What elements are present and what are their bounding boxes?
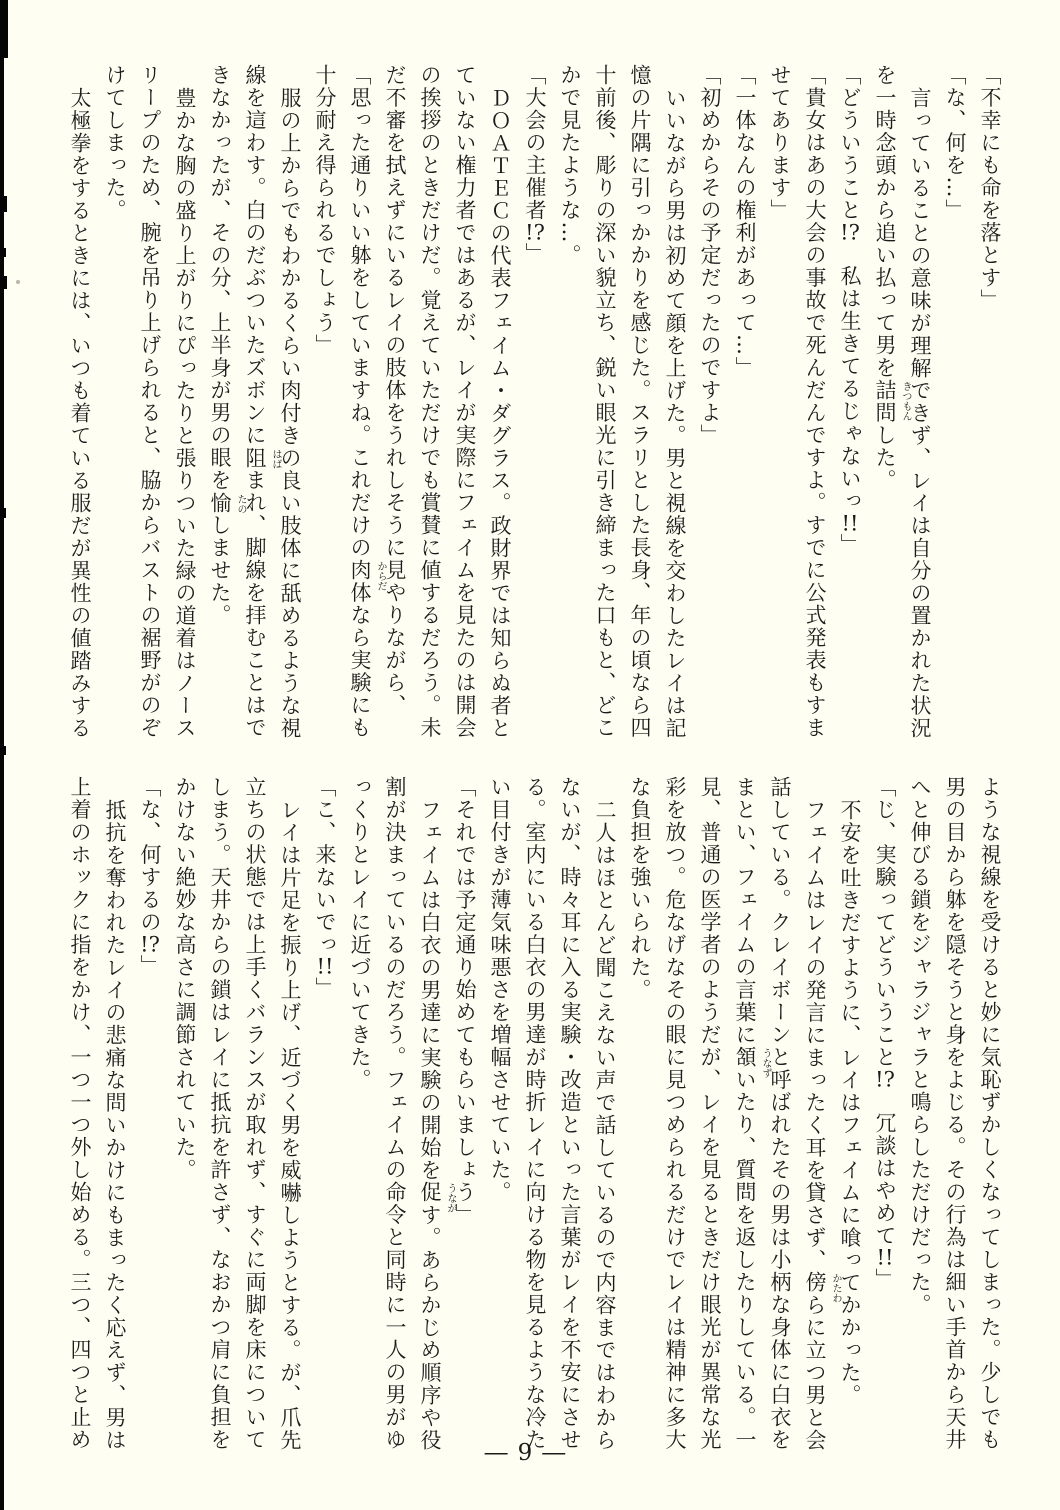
tatechuyoko-punctuation: !? (875, 1068, 895, 1090)
text-line: 「こ、来ないでっ!!」 (313, 776, 337, 1000)
text-line: 「な、何を…」 (943, 64, 967, 222)
text-line: せてあります」 (768, 64, 792, 222)
ruby-annotated-text: 傍 かたわ (803, 1271, 841, 1303)
tatechuyoko-punctuation: !? (840, 221, 860, 243)
text-line: な負担を強いられた。 (628, 776, 652, 1001)
furigana: かたわ (830, 1273, 841, 1303)
text-line: 不安を吐きだすように、レイはフェイムに喰ってかかった。 (838, 798, 862, 1406)
text-line: 彩を放つ。危なげなその眼に見つめられるだけでレイは精神に多大 (663, 776, 687, 1451)
text-line: 「初めからその予定だったのですよ」 (698, 64, 722, 447)
text-line: へと伸びる鎖をジャラジャラと鳴らしただけだった。 (908, 776, 932, 1316)
text-line: 二人はほとんど聞こえない声で話しているので内容まではわから (593, 798, 617, 1451)
text-line: いいながら男は初めて顔を上げた。男と視線を交わしたレイは記 (663, 86, 687, 739)
text-line: かけない絶妙な高さに調節されていた。 (173, 776, 197, 1181)
text-line: けてしまった。 (103, 64, 127, 222)
scan-speck (16, 280, 20, 284)
text-line: ＤＯＡＴＥＣの代表フェイム・ダグラス。政財界では知らぬ者と (488, 86, 512, 739)
tatechuyoko-punctuation: !! (316, 956, 334, 977)
furigana: うなが (445, 1183, 456, 1213)
ruby-annotated-text: 促 うなが (418, 1181, 456, 1213)
text-line: レイは片足を振り上げ、近づく男を威嚇しようとする。が、爪先 (278, 798, 302, 1451)
text-line: 「不幸にも命を落とす」 (978, 64, 1002, 312)
text-line: る。室内にいる白衣の男達が時折レイに向ける物を見るような冷た (523, 776, 547, 1451)
text-line: 「一体なんの権利があって…」 (733, 64, 757, 379)
ruby-annotated-text: 詰問 きつもん (873, 379, 911, 424)
furigana: たの (235, 493, 246, 514)
text-line: 憶の片隅に引っかかりを感じた。スラリとした長身、年の頃なら四 (628, 64, 652, 739)
text-line: 話している。クレイボーンと呼ばれたその男は小柄な身体に白衣を (768, 776, 792, 1451)
text-line: 十分耐え得られるでしょう」 (313, 64, 337, 357)
text-line: ないが、時々耳に入る実験・改造といった言葉がレイを不安にさせ (558, 776, 582, 1451)
text-line: 立ちの状態では上手くバランスが取れず、すぐに両脚を床について (243, 776, 267, 1451)
text-line: ていない権力者ではあるが、レイが実際にフェイムを見たのは開会 (453, 64, 477, 739)
text-block-top (62, 64, 1007, 746)
ruby-annotated-text: 阻 はば (243, 446, 281, 469)
scan-edge-bump (0, 746, 6, 755)
scan-edge-bump (0, 508, 6, 518)
text-line: い目付きが薄気味悪さを増幅させていた。 (488, 776, 512, 1204)
text-line: 「貴女はあの大会の事故で死んだんですよ。すでに公式発表もすま (803, 64, 827, 739)
text-line: っくりとレイに近づいてきた。 (348, 776, 372, 1091)
text-line: 線を這わす。白のだぶついたズボンに阻 はば まれ、脚線を拝むことはで (243, 64, 281, 739)
text-line: 割が決まっているのだろう。フェイムの命令と同時に一人の男がゆ (383, 776, 407, 1451)
scan-edge-bump (0, 0, 8, 58)
text-line: 「思った通りいい躰をしていますね。これだけの肉体 からだ なら実験にも (348, 64, 386, 739)
furigana: からだ (375, 561, 386, 591)
furigana: はば (270, 448, 281, 469)
tatechuyoko-punctuation: !? (140, 933, 160, 955)
furigana: うなず (760, 1048, 771, 1078)
tatechuyoko-punctuation: !! (841, 512, 859, 534)
text-line: を一時念頭から追い払って男を詰問 きつもん した。 (873, 64, 911, 492)
text-block-bottom (62, 776, 1007, 1458)
text-line: フェイムはレイの発言にまったく耳を貸さず、傍 かたわ らに立つ男と会 (803, 798, 841, 1451)
scan-edge-bump (0, 276, 7, 289)
text-line: リープのため、腕を吊り上げられると、脇からバストの裾野がのぞ (138, 64, 162, 739)
text-line: 「大会の主催者!?」 (523, 64, 547, 265)
text-line: 抵抗を奪われたレイの悲痛な問いかけにもまったく応えず、男は (103, 798, 127, 1451)
text-line: だ不審を拭えずにいるレイの肢体をうれしそうに見やりながら、 (383, 64, 407, 717)
text-line: 太極拳をするときには、いつも着ている服だが異性の値踏みする (68, 86, 92, 739)
scan-edge-strip (0, 0, 4, 1510)
scan-edge-bump (0, 248, 6, 257)
text-line: 十前後、彫りの深い貌立ち、鋭い眼光に引き締まった口もと、どこ (593, 64, 617, 739)
text-line: かで見たような…。 (558, 64, 582, 267)
text-line: 見、普通の医学者のようだが、レイを見るときだけ眼光が異常な光 (698, 776, 722, 1451)
ruby-annotated-text: 愉 たの (208, 491, 246, 514)
tatechuyoko-punctuation: !! (876, 1247, 894, 1268)
text-line: の挨拶のときだけだ。覚えていただけでも賞賛に値するだろう。未 (418, 64, 442, 739)
ruby-annotated-text: 頷 うなず (733, 1046, 771, 1078)
page-number: ―9― (484, 1440, 576, 1466)
text-line: きなかったが、その分、上半身が男の眼を愉 たの しませた。 (208, 64, 246, 627)
text-line: 「な、何するの!?」 (138, 776, 162, 977)
text-line: フェイムは白衣の男達に実験の開始を促 うなが す。あらかじめ順序や役 (418, 798, 456, 1451)
text-line: 「じ、実験ってどういうこと!? 冗談はやめて!!」 (873, 776, 897, 1291)
ruby-annotated-text: 肉体 からだ (348, 559, 386, 604)
text-line: しまう。天井からの鎖はレイに抵抗を許さず、なおかつ肩に負担を (208, 776, 232, 1451)
text-line: 豊かな胸の盛り上がりにぴったりと張りついた緑の道着はノース (173, 86, 197, 739)
text-line: 言っていることの意味が理解できず、レイは自分の置かれた状況 (908, 86, 932, 739)
tatechuyoko-punctuation: !? (525, 221, 545, 243)
furigana: きつもん (900, 381, 911, 421)
text-line: ような視線を受けると妙に気恥ずかしくなってしまった。少しでも (978, 776, 1002, 1451)
text-line: 服の上からでもわかるくらい肉付きの良い肢体に舐めるような視 (278, 86, 302, 739)
text-line: まとい、フェイムの言葉に頷 うなず いたり、質問を返したりしている。一 (733, 776, 771, 1451)
text-line: 「それでは予定通り始めてもらいましょう」 (453, 776, 477, 1226)
text-line: 上着のホックに指をかけ、一つ一つ外し始める。三つ、四つと止め (68, 776, 92, 1451)
text-line: 「どういうこと!? 私は生きてるじゃないっ!!」 (838, 64, 862, 556)
scan-edge-bump (0, 196, 7, 212)
text-line: 男の目から躰を隠そうと身をよじる。その行為は細い手首から天井 (943, 776, 967, 1451)
